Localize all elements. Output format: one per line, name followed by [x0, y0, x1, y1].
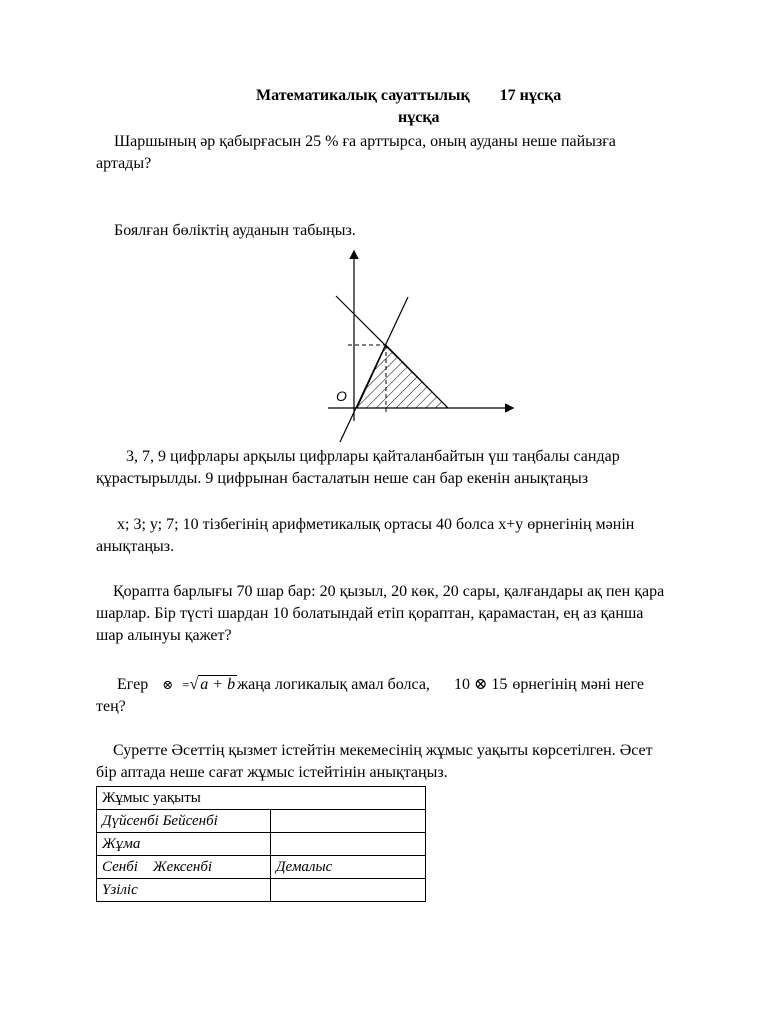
table-header-row [97, 787, 426, 810]
row-value [271, 879, 426, 902]
q6-line1 [96, 674, 696, 696]
q5-line3: шар алынуы қажет? [96, 627, 232, 644]
q4-line1: х; 3; у; 7; 10 тізбегінің арифметикалық ортасы 40 болса х+у өрнегінің мәнін [117, 516, 635, 533]
variant-label: 17 нұсқа [499, 87, 562, 104]
q5-line2: шарлар. Бір түсті шардан 10 болатындай етіп қораптан, қарамастан, ең аз қанша [96, 605, 644, 622]
q6-middle: жаңа логикалық амал болса, [237, 676, 430, 693]
q1-line1: Шаршының әр қабырғасын 25 % ға арттырса, оның ауданы неше пайызға [114, 133, 616, 150]
q7-line2: бір аптада неше сағат жұмыс істейтінін анықтаңыз. [96, 764, 448, 781]
row-value: Демалыс [271, 856, 426, 879]
origin-label: O [336, 388, 347, 404]
table-row [97, 833, 426, 856]
equals-sign: = [182, 677, 190, 692]
q6-line2: тең? [96, 698, 126, 715]
q7-line1: Суретте Әсеттің қызмет істейтін мекемесінің жұмыс уақыты көрсетілген. Әсет [113, 742, 653, 759]
q4-line2: анықтаңыз. [96, 538, 175, 555]
work-schedule-table [96, 786, 426, 902]
radicand: a + b [200, 676, 236, 693]
page-title [256, 87, 561, 105]
row-value [271, 833, 426, 856]
question-4 [96, 514, 696, 558]
question-1 [96, 131, 696, 175]
variant-line2: нұсқа [398, 109, 440, 126]
q2-text: Боялған бөліктің ауданын табыңыз. [114, 222, 356, 239]
q1-line2: артады? [96, 155, 152, 172]
title-text: Математикалық сауаттылық [256, 87, 470, 104]
q6-prefix: Егер [117, 676, 149, 693]
question-7 [96, 740, 696, 784]
table-row [97, 879, 426, 902]
sqrt-icon: √ [189, 676, 199, 693]
question-5 [96, 581, 696, 647]
row-label: Сенбі Жексенбі [97, 856, 271, 879]
table-row [97, 810, 426, 833]
q3-line2: құрастырылды. 9 цифрынан басталатын неше сан бар екенін анықтаңыз [96, 470, 589, 487]
row-label: Жұма [97, 833, 271, 856]
q3-line1: 3, 7, 9 цифрлары арқылы цифрлары қайталанбайтын үш таңбалы сандар [126, 448, 620, 465]
q5-line1: Қорапта барлығы 70 шар бар: 20 қызыл, 20 көк, 20 сары, қалғандары ақ пен қара [113, 583, 665, 600]
question-6 [96, 674, 696, 718]
q6-expression: 10 ⊗ 15 [453, 676, 508, 693]
row-label: Үзіліс [97, 879, 271, 902]
question-2 [96, 220, 696, 242]
table-row [97, 856, 426, 879]
otimes-icon: ⊗ [162, 677, 174, 692]
row-value [271, 810, 426, 833]
shaded-area-figure [320, 246, 520, 446]
q6-suffix: өрнегінің мәні неге [512, 676, 644, 693]
question-3 [96, 446, 696, 490]
row-label: Дүйсенбі Бейсенбі [97, 810, 271, 833]
table-header: Жұмыс уақыты [97, 787, 426, 810]
